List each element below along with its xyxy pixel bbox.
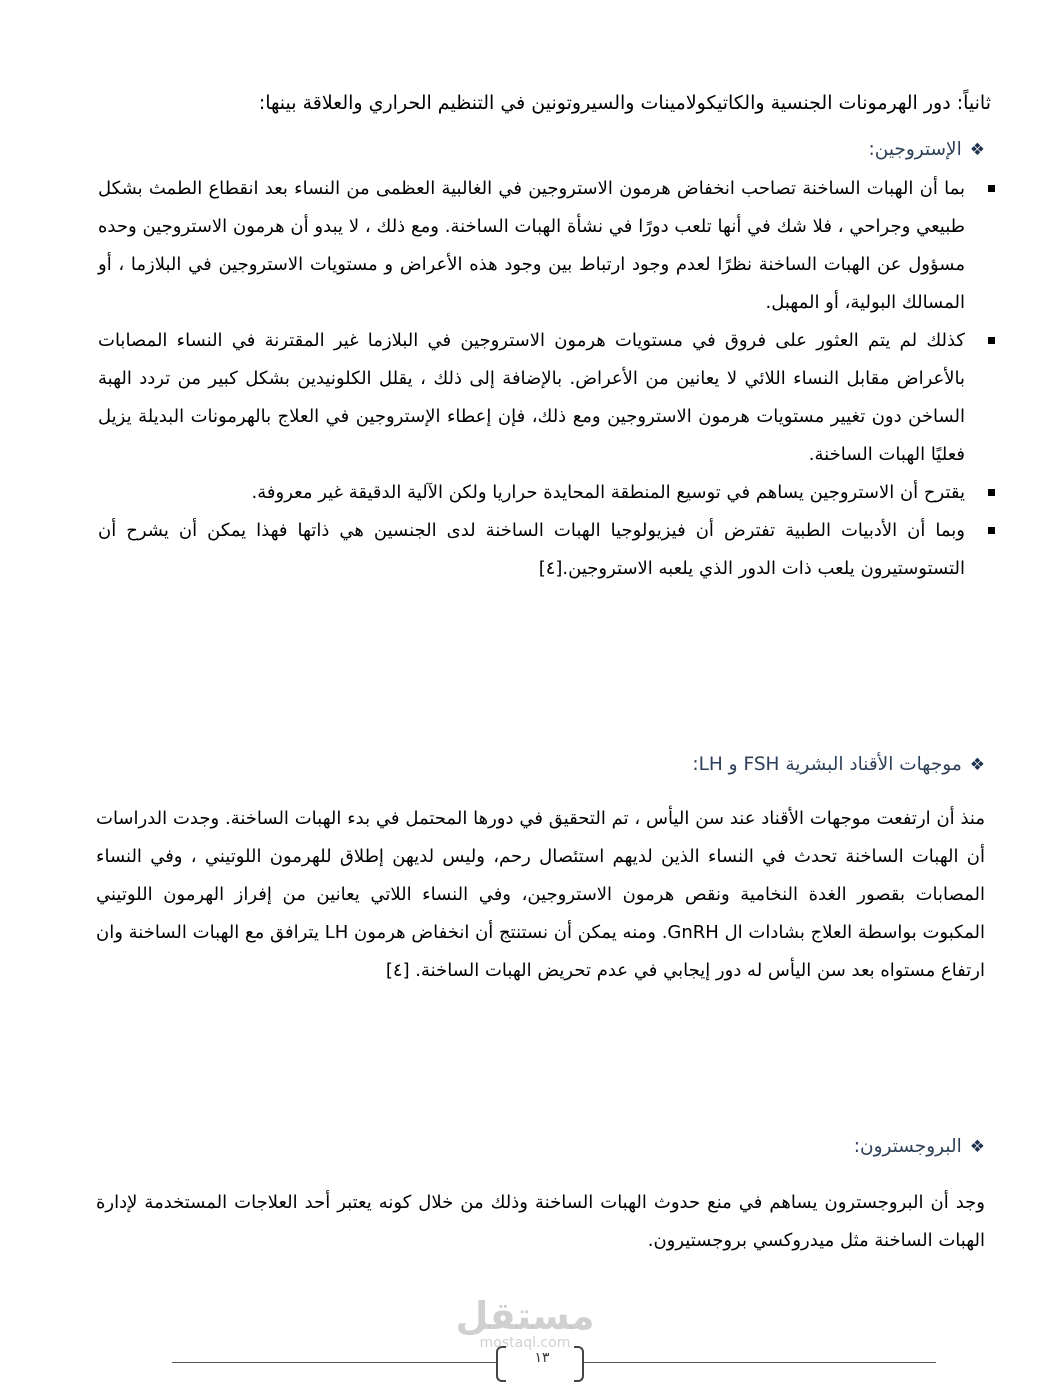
- list-item: [98, 322, 965, 474]
- list-item-text: كذلك لم يتم العثور على فروق في مستويات هرمون الاستروجين في البلازما غير المقترنة في النساء المصابات بالأعراض مقابل النساء اللائي لا يعانين من الأعراض. بالإضافة إلى ذلك ، يقلل الكلونيدين بشكل كبير من تردد الهبة الساخن دون تغيير مستويات هرمون الاستروجين ومع ذلك، فإن إعطاء الإستروجين في العلاج بالهرمونات البديلة يزيل فعليًا الهبات الساخنة.: [98, 330, 965, 465]
- heading-text: الإستروجين:: [868, 139, 962, 160]
- estrogen-bullet-list: [98, 170, 965, 588]
- footer-divider-right: [584, 1362, 936, 1363]
- list-item: [98, 474, 965, 512]
- page-number-bracket-right: [574, 1346, 584, 1382]
- gonadotropins-paragraph: منذ أن ارتفعت موجهات الأقناد عند سن اليأس ، تم التحقيق في دورها المحتمل في بدء الهبات الساخنة. وجدت الدراسات أن الهبات الساخنة تحدث في النساء الذين لديهم استئصال رحم، وليس لديهن إطلاق للهرمون اللوتيني ، وفي النساء المصابات بقصور الغدة النخامية ونقص هرمون الاستروجين، وفي النساء اللاتي يعانين من إفراز الهرمون اللوتيني المكبوت بواسطة العلاج بشادات ال GnRH. ومنه يمكن أن نستنتج أن انخفاض هرمون LH يترافق مع الهبات الساخنة وان ارتفاع مستواه بعد سن اليأس له دور إيجابي في عدم تحريض الهبات الساخنة. [٤]: [96, 808, 985, 981]
- list-item-text: وبما أن الأدبيات الطبية تفترض أن فيزيولوجيا الهبات الساخنة لدى الجنسين هي ذاتها فهذا يمكن أن يشرح أن التستوستيرون يلعب ذات الدور الذي يلعبه الاستروجين.[٤]: [98, 520, 965, 579]
- square-bullet-icon: [988, 337, 995, 344]
- section-heading-estrogen: [869, 139, 986, 160]
- square-bullet-icon: [988, 185, 995, 192]
- heading-text: البروجسترون:: [853, 1136, 962, 1157]
- diamond-bullet-icon: ❖: [969, 1137, 985, 1157]
- square-bullet-icon: [988, 489, 995, 496]
- page-title: ثانياً: دور الهرمونات الجنسية والكاتيكولامينات والسيروتونين في التنظيم الحراري والعلاقة بينها:: [258, 92, 991, 114]
- diamond-bullet-icon: ❖: [969, 140, 985, 160]
- list-item-text: بما أن الهبات الساخنة تصاحب انخفاض هرمون الاستروجين في الغالبية العظمى من النساء بعد انقطاع الطمث بشكل طبيعي وجراحي ، فلا شك في أنها تلعب دورًا في نشأة الهبات الساخنة. ومع ذلك ، لا يبدو أن هرمون الاستروجين وحده مسؤول عن الهبات الساخنة نظرًا لعدم وجود ارتباط بين وجود هذه الأعراض و مستويات الاستروجين في البلازما ، أو المسالك البولية، أو المهبل.: [98, 178, 965, 313]
- footer-divider-left: [172, 1362, 498, 1363]
- list-item-text: يقترح أن الاستروجين يساهم في توسيع المنطقة المحايدة حراريا ولكن الآلية الدقيقة غير معروفة.: [251, 482, 965, 503]
- list-item: [98, 512, 965, 588]
- section-heading-progesterone: [854, 1136, 985, 1157]
- page-number-bracket-left: [496, 1346, 506, 1382]
- section-heading-gonadotropins: [692, 754, 985, 775]
- square-bullet-icon: [988, 527, 995, 534]
- page-number: ١٣: [534, 1350, 550, 1366]
- list-item: [98, 170, 965, 322]
- watermark-logo: [450, 1296, 600, 1350]
- heading-text: موجهات الأقناد البشرية FSH و LH:: [692, 754, 962, 775]
- diamond-bullet-icon: ❖: [969, 755, 985, 775]
- watermark-latin: mostaql.com: [479, 1335, 571, 1351]
- watermark-arabic: مستقل: [455, 1294, 595, 1338]
- progesterone-paragraph: وجد أن البروجسترون يساهم في منع حدوث الهبات الساخنة وذلك من خلال كونه يعتبر أحد العلاجات المستخدمة لإدارة الهبات الساخنة مثل ميدروكسي بروجستيرون.: [96, 1192, 985, 1251]
